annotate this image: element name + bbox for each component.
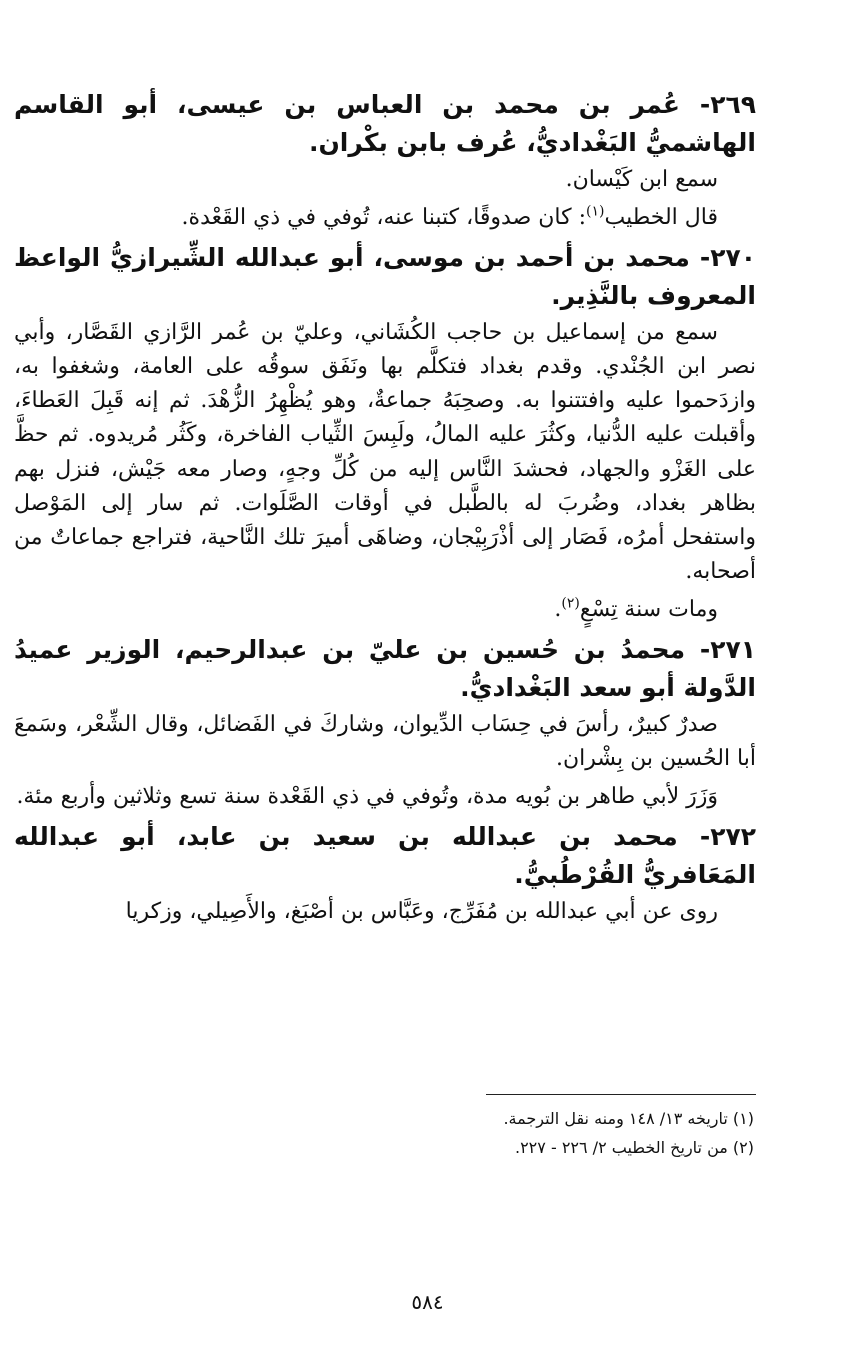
entry-paragraph-with-footnote <box>14 593 756 627</box>
entry-paragraph: سمع من إسماعيل بن حاجب الكُشَاني، وعليّ بن عُمر الرَّازي القَصَّار، وأبي نصر ابن الجُنْدي. وقدم بغداد فتكلَّم بها ونَفَق سوقُه على العامة، وشغفوا به، وازدَحموا عليه وافتتنوا به. وصحِبَهُ جماعةٌ، وهو يُظْهِرُ الزُّهْدَ. ثم إنه قَبِلَ العَطاءَ، وأقبلت عليه الدُّنيا، وكثُرَ عليه المالُ، ولَبِسَ الثِّياب الفاخرة، وكَثُر مُريدوه. ثم حظَّ على الغَزْو والجهاد، فحشدَ النَّاس إليه من كُلِّ وجهٍ، وصار معه جَيْش، فنزل بهم بظاهر بغداد، وضُربَ له بالطَّبل في أوقات الصَّلَوات. ثم سار إلى المَوْصل واستفحل أمرُه، فَصَار إلى أذْرَبِيْجان، وضاهَى أميرَ تلك النَّاحية، فتراجع جماعاتٌ من أصحابه. <box>14 320 756 584</box>
footnotes-section <box>14 1094 756 1163</box>
footnote-2: (٢) من تاريخ الخطيب ٢/ ٢٢٦ - ٢٢٧. <box>514 1137 754 1157</box>
entry-paragraph: وَزَرَ لأبي طاهر بن بُويه مدة، وتُوفي في ذي القَعْدة سنة تسع وثلاثين وأربع مئة. <box>16 784 718 810</box>
footnote-marker[interactable]: (١) <box>586 203 605 220</box>
biography-entry-270 <box>14 239 756 627</box>
biography-entry-271 <box>14 631 756 814</box>
footnote-divider <box>486 1094 756 1095</box>
entry-paragraph-with-footnote <box>14 201 756 235</box>
paragraph-text: قال الخطيب <box>604 205 718 231</box>
biography-entry-272 <box>14 818 756 929</box>
entry-heading: ٢٧٢- محمد بن عبدالله بن سعيد بن عابد، أبو عبدالله المَعَافريُّ القُرْطُبيُّ. <box>14 822 756 889</box>
footnote-1: (١) تاريخه ١٣/ ١٤٨ ومنه نقل الترجمة. <box>503 1109 754 1128</box>
entry-heading: ٢٦٩- عُمر بن محمد بن العباس بن عيسى، أبو القاسم الهاشميُّ البَغْداديُّ، عُرف بابن بكْران. <box>14 90 756 157</box>
entry-heading: ٢٧١- محمدُ بن حُسين بن عليّ بن عبدالرحيم، الوزير عميدُ الدَّولة أبو سعد البَغْداديُّ. <box>14 635 756 702</box>
page-body <box>14 86 756 933</box>
entry-paragraph: روى عن أبي عبدالله بن مُفَرِّج، وعَبَّاس بن أصْبَغ، والأَصِيلي، وزكريا <box>125 899 718 925</box>
footnote-marker[interactable]: (٢) <box>561 595 580 612</box>
entry-paragraph: سمع ابن كَيْسان. <box>565 167 718 192</box>
entry-paragraph: صدرٌ كبيرٌ، رأسَ في حِسَاب الدِّيوان، وشاركَ في الفَضائل، وقال الشِّعْر، وسَمعَ أبا الحُسين بن بِشْران. <box>14 712 756 772</box>
biography-entry-269 <box>14 86 756 235</box>
page-number: ٥٨٤ <box>411 1290 444 1314</box>
paragraph-text: . <box>554 596 562 622</box>
paragraph-text: : كان صدوقًا، كتبنا عنه، تُوفي في ذي القَعْدة. <box>181 205 587 231</box>
entry-heading: ٢٧٠- محمد بن أحمد بن موسى، أبو عبدالله الشِّيرازيُّ الواعظ المعروف بالنَّذِير. <box>14 243 756 310</box>
paragraph-text: ومات سنة تِسْعٍ <box>579 596 718 622</box>
